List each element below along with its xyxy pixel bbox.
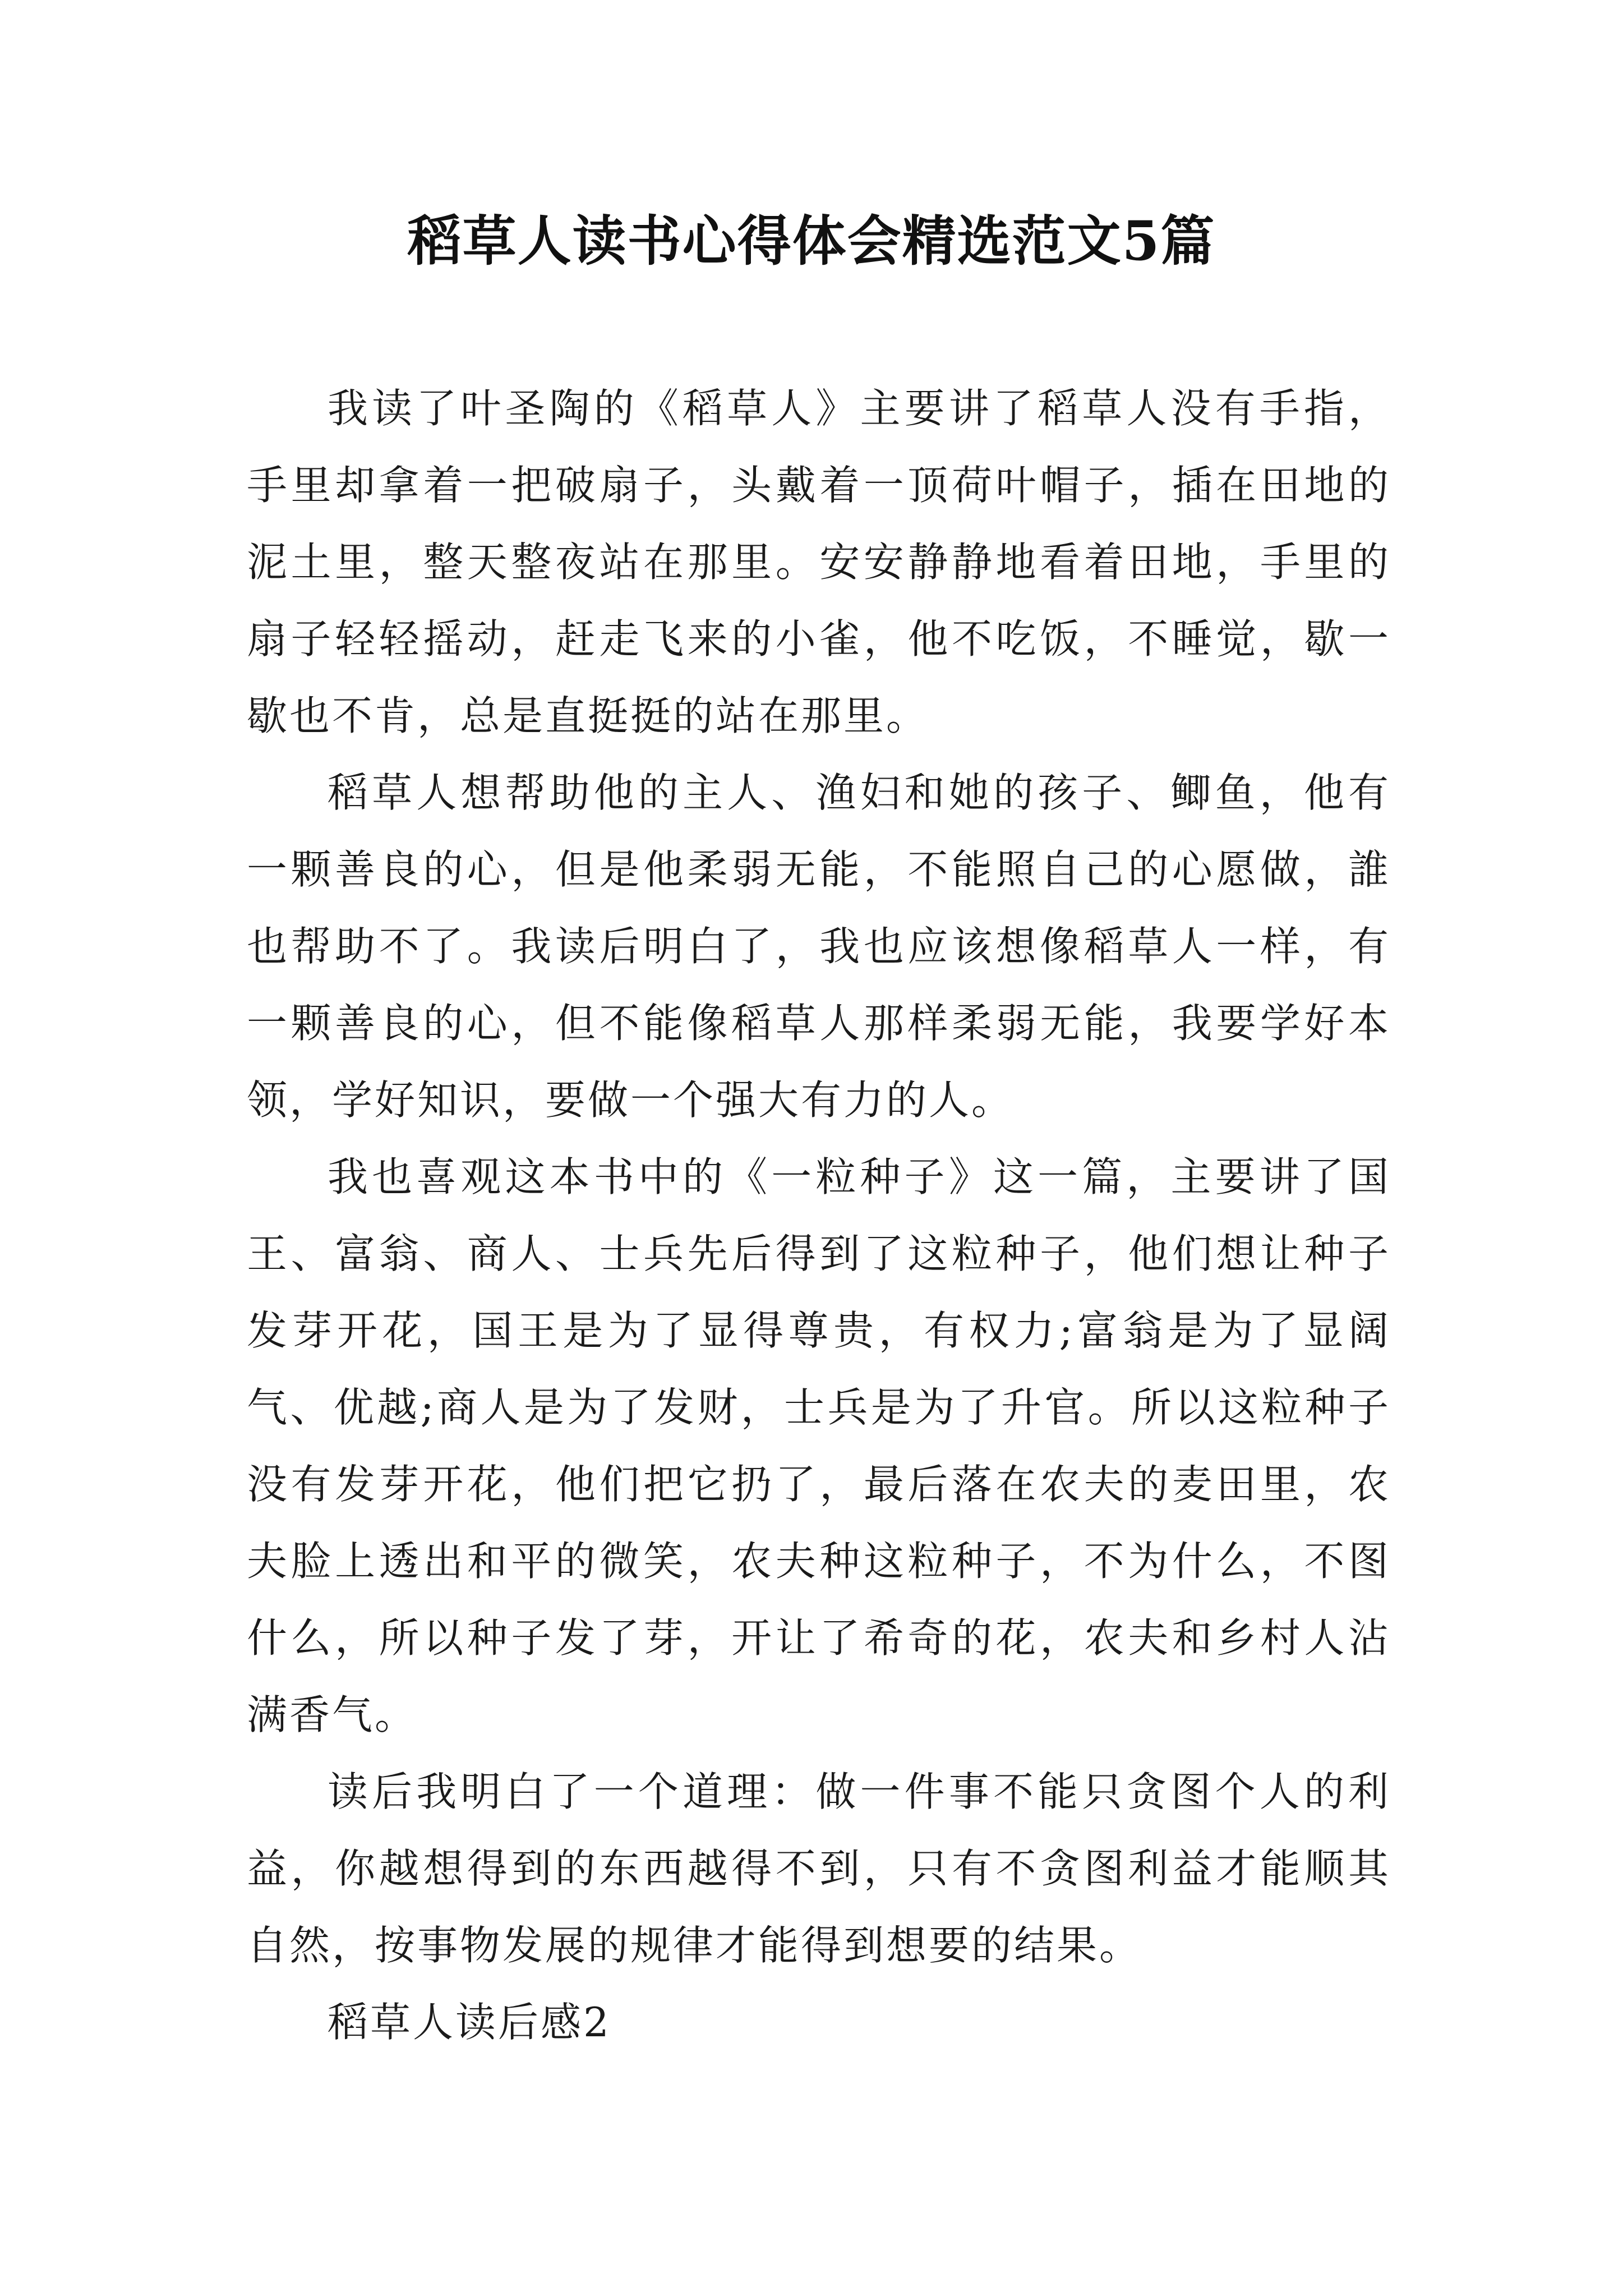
section-heading: 稻草人读后感2 — [328, 1999, 611, 2046]
document-title: 稻草人读书心得体会精选范文5篇 — [407, 209, 1216, 273]
paragraph-1: 我读了叶圣陶的《稻草人》主要讲了稻草人没有手指，手里却拿着一把破扇子，头戴着一顶荷叶帽子，插在田地的泥土里，整天整夜站在那里。安安静静地看着田地，手里的扇子轻轻摇动，赶走飞来的小雀，他不吃饭，不睡觉，歇一歇也不肯，总是直挺挺的站在那里。 — [247, 385, 1391, 739]
paragraph-4: 读后我明白了一个道理：做一件事不能只贪图个人的利益，你越想得到的东西越得不到，只有不贪图利益才能顺其自然，按事物发展的规律才能得到想要的结果。 — [247, 1768, 1391, 1969]
document-body — [247, 370, 1391, 2061]
paragraph-3: 我也喜观这本书中的《一粒种子》这一篇，主要讲了国王、富翁、商人、士兵先后得到了这粒种子，他们想让种子发芽开花，国王是为了显得尊贵，有权力;富翁是为了显阔气、优越;商人是为了发财，士兵是为了升官。所以这粒种子没有发芽开花，他们把它扔了，最后落在农夫的麦田里，农夫脸上透出和平的微笑，农夫种这粒种子，不为什么，不图什么，所以种子发了芽，开让了希奇的花，农夫和乡村人沾满香气。 — [247, 1153, 1391, 1738]
paragraph-2: 稻草人想帮助他的主人、渔妇和她的孩子、鲫鱼，他有一颗善良的心，但是他柔弱无能，不能照自己的心愿做，誰也帮助不了。我读后明白了，我也应该想像稻草人一样，有一颗善良的心，但不能像稻草人那样柔弱无能，我要学好本领，学好知识，要做一个强大有力的人。 — [247, 769, 1391, 1124]
